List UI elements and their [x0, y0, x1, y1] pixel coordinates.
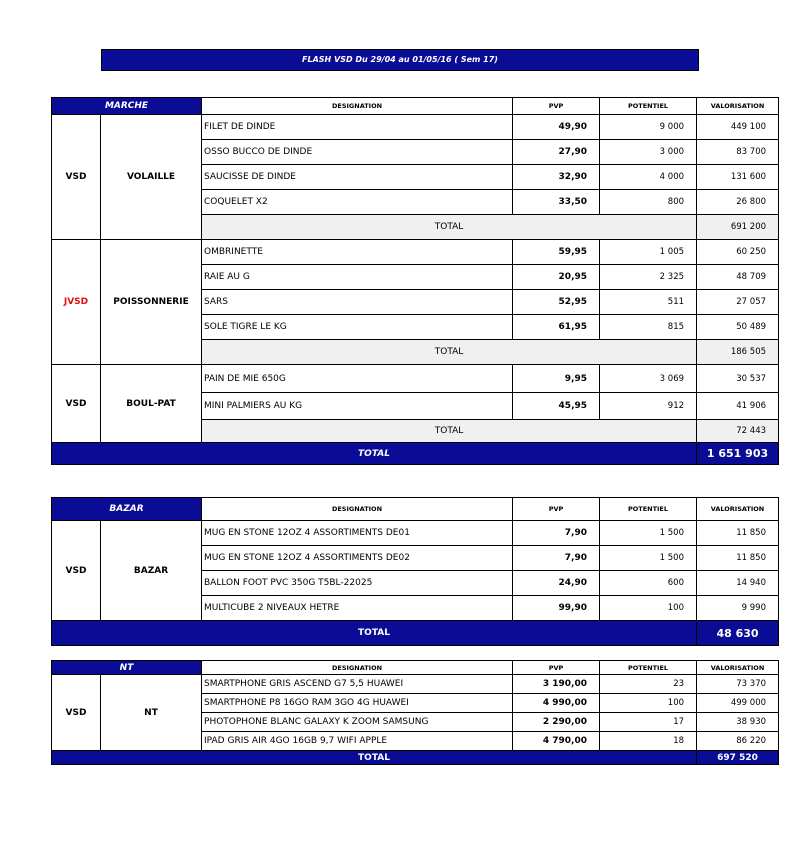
- grand-total-value: 1 651 903: [697, 443, 779, 465]
- designation-cell: MUG EN STONE 12OZ 4 ASSORTIMENTS DE02: [202, 546, 513, 571]
- col-header-valorisation: VALORISATION: [697, 661, 779, 675]
- marche-table: [51, 97, 779, 465]
- grand-total-label: TOTAL: [52, 621, 697, 646]
- pvp-cell: 9,95: [513, 365, 600, 393]
- potentiel-cell: 600: [600, 571, 697, 596]
- potentiel-cell: 3 069: [600, 365, 697, 393]
- valorisation-cell: 11 850: [697, 521, 779, 546]
- potentiel-cell: 511: [600, 290, 697, 315]
- valorisation-cell: 499 000: [697, 694, 779, 713]
- potentiel-cell: 9 000: [600, 115, 697, 140]
- subtotal-label: TOTAL: [202, 420, 697, 443]
- potentiel-cell: 815: [600, 315, 697, 340]
- valorisation-cell: 41 906: [697, 393, 779, 420]
- designation-cell: SMARTPHONE GRIS ASCEND G7 5,5 HUAWEI: [202, 675, 513, 694]
- grand-total-label: TOTAL: [52, 443, 697, 465]
- valorisation-cell: 9 990: [697, 596, 779, 621]
- store-cell: VSD: [52, 675, 101, 751]
- valorisation-cell: 30 537: [697, 365, 779, 393]
- store-cell: VSD: [52, 115, 101, 240]
- designation-cell: SOLE TIGRE LE KG: [202, 315, 513, 340]
- nt-table: [51, 660, 779, 765]
- valorisation-cell: 83 700: [697, 140, 779, 165]
- potentiel-cell: 4 000: [600, 165, 697, 190]
- store-cell: VSD: [52, 365, 101, 443]
- potentiel-cell: 1 500: [600, 546, 697, 571]
- store-cell: JVSD: [52, 240, 101, 365]
- pvp-cell: 33,50: [513, 190, 600, 215]
- pvp-cell: 45,95: [513, 393, 600, 420]
- designation-cell: IPAD GRIS AIR 4GO 16GB 9,7 WIFI APPLE: [202, 732, 513, 751]
- designation-cell: MULTICUBE 2 NIVEAUX HETRE: [202, 596, 513, 621]
- subtotal-label: TOTAL: [202, 340, 697, 365]
- pvp-cell: 49,90: [513, 115, 600, 140]
- pvp-cell: 59,95: [513, 240, 600, 265]
- valorisation-cell: 131 600: [697, 165, 779, 190]
- store-cell: VSD: [52, 521, 101, 621]
- pvp-cell: 32,90: [513, 165, 600, 190]
- valorisation-cell: 27 057: [697, 290, 779, 315]
- designation-cell: BALLON FOOT PVC 350G T5BL-22025: [202, 571, 513, 596]
- designation-cell: FILET DE DINDE: [202, 115, 513, 140]
- pvp-cell: 7,90: [513, 546, 600, 571]
- report-title: FLASH VSD Du 29/04 au 01/05/16 ( Sem 17): [101, 49, 699, 71]
- section-header-nt: NT: [52, 661, 202, 675]
- subtotal-value: 186 505: [697, 340, 779, 365]
- potentiel-cell: 17: [600, 713, 697, 732]
- pvp-cell: 7,90: [513, 521, 600, 546]
- potentiel-cell: 2 325: [600, 265, 697, 290]
- grand-total-value: 48 630: [697, 621, 779, 646]
- col-header-potentiel: POTENTIEL: [600, 661, 697, 675]
- potentiel-cell: 1 005: [600, 240, 697, 265]
- designation-cell: COQUELET X2: [202, 190, 513, 215]
- potentiel-cell: 18: [600, 732, 697, 751]
- bazar-table: [51, 497, 779, 646]
- valorisation-cell: 73 370: [697, 675, 779, 694]
- rayon-cell: BAZAR: [101, 521, 202, 621]
- potentiel-cell: 3 000: [600, 140, 697, 165]
- col-header-designation: DESIGNATION: [202, 661, 513, 675]
- potentiel-cell: 100: [600, 694, 697, 713]
- designation-cell: OSSO BUCCO DE DINDE: [202, 140, 513, 165]
- subtotal-value: 72 443: [697, 420, 779, 443]
- valorisation-cell: 60 250: [697, 240, 779, 265]
- pvp-cell: 61,95: [513, 315, 600, 340]
- designation-cell: PHOTOPHONE BLANC GALAXY K ZOOM SAMSUNG: [202, 713, 513, 732]
- pvp-cell: 99,90: [513, 596, 600, 621]
- subtotal-label: TOTAL: [202, 215, 697, 240]
- potentiel-cell: 100: [600, 596, 697, 621]
- section-header-bazar: BAZAR: [52, 498, 202, 521]
- grand-total-value: 697 520: [697, 751, 779, 765]
- designation-cell: PAIN DE MIE 650G: [202, 365, 513, 393]
- valorisation-cell: 48 709: [697, 265, 779, 290]
- col-header-pvp: PVP: [513, 98, 600, 115]
- pvp-cell: 20,95: [513, 265, 600, 290]
- pvp-cell: 27,90: [513, 140, 600, 165]
- subtotal-value: 691 200: [697, 215, 779, 240]
- col-header-valorisation: VALORISATION: [697, 498, 779, 521]
- col-header-designation: DESIGNATION: [202, 98, 513, 115]
- section-header-marche: MARCHE: [52, 98, 202, 115]
- potentiel-cell: 912: [600, 393, 697, 420]
- designation-cell: SAUCISSE DE DINDE: [202, 165, 513, 190]
- col-header-valorisation: VALORISATION: [697, 98, 779, 115]
- pvp-cell: 24,90: [513, 571, 600, 596]
- rayon-cell: VOLAILLE: [101, 115, 202, 240]
- valorisation-cell: 11 850: [697, 546, 779, 571]
- valorisation-cell: 86 220: [697, 732, 779, 751]
- designation-cell: RAIE AU G: [202, 265, 513, 290]
- rayon-cell: NT: [101, 675, 202, 751]
- rayon-cell: BOUL-PAT: [101, 365, 202, 443]
- pvp-cell: 4 790,00: [513, 732, 600, 751]
- col-header-potentiel: POTENTIEL: [600, 98, 697, 115]
- potentiel-cell: 1 500: [600, 521, 697, 546]
- valorisation-cell: 449 100: [697, 115, 779, 140]
- designation-cell: SARS: [202, 290, 513, 315]
- valorisation-cell: 14 940: [697, 571, 779, 596]
- designation-cell: MINI PALMIERS AU KG: [202, 393, 513, 420]
- pvp-cell: 3 190,00: [513, 675, 600, 694]
- designation-cell: SMARTPHONE P8 16GO RAM 3GO 4G HUAWEI: [202, 694, 513, 713]
- col-header-pvp: PVP: [513, 498, 600, 521]
- valorisation-cell: 26 800: [697, 190, 779, 215]
- col-header-designation: DESIGNATION: [202, 498, 513, 521]
- valorisation-cell: 38 930: [697, 713, 779, 732]
- pvp-cell: 4 990,00: [513, 694, 600, 713]
- col-header-pvp: PVP: [513, 661, 600, 675]
- potentiel-cell: 800: [600, 190, 697, 215]
- designation-cell: OMBRINETTE: [202, 240, 513, 265]
- pvp-cell: 52,95: [513, 290, 600, 315]
- valorisation-cell: 50 489: [697, 315, 779, 340]
- col-header-potentiel: POTENTIEL: [600, 498, 697, 521]
- rayon-cell: POISSONNERIE: [101, 240, 202, 365]
- designation-cell: MUG EN STONE 12OZ 4 ASSORTIMENTS DE01: [202, 521, 513, 546]
- grand-total-label: TOTAL: [52, 751, 697, 765]
- potentiel-cell: 23: [600, 675, 697, 694]
- pvp-cell: 2 290,00: [513, 713, 600, 732]
